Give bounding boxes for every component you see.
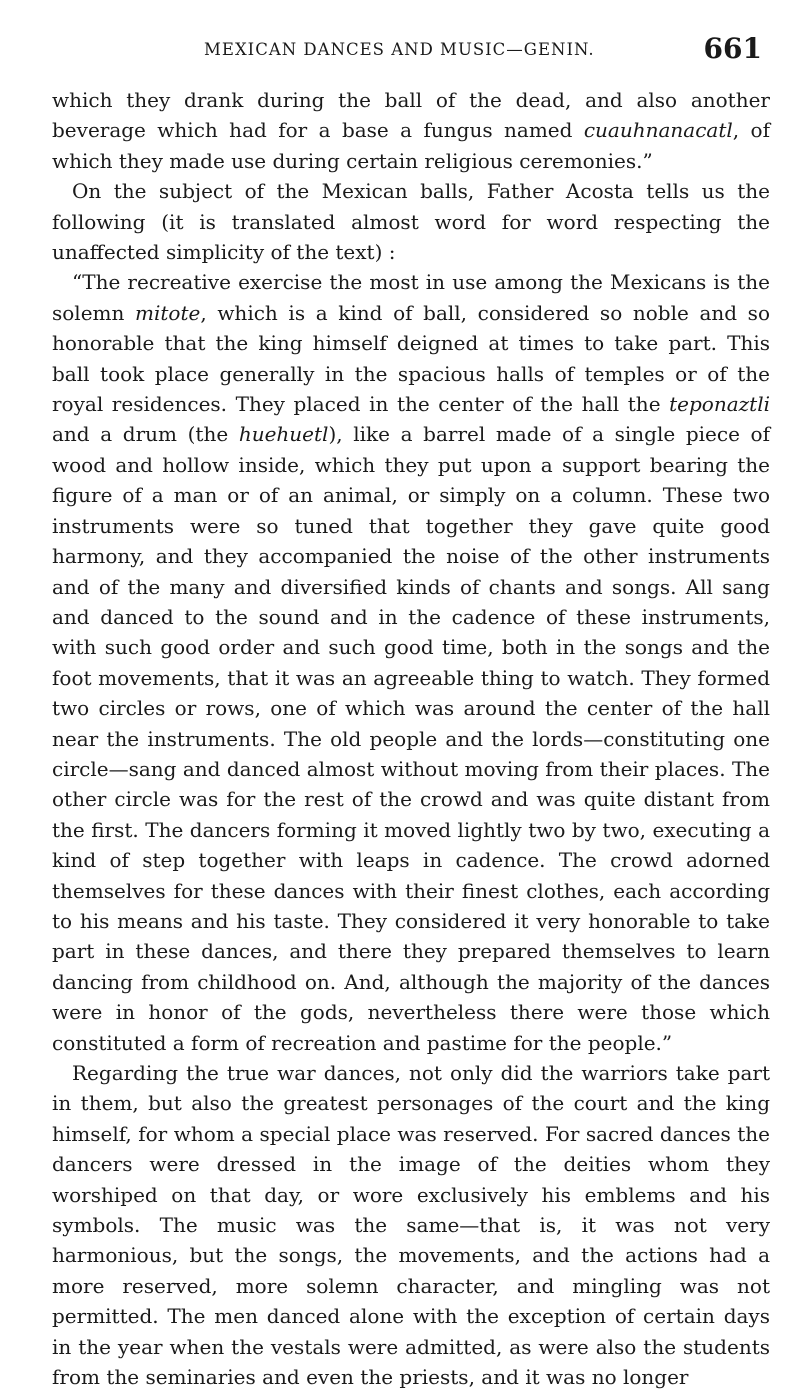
book-page [52, 28, 770, 1392]
text-segment: and a drum (the [52, 422, 239, 447]
text-segment: , which is a kind of ball, considered so noble and so honorable that the king himself deigned at times to take part. This ball took place generally in the spacious halls of temples or of the royal residences. They placed in the center of the hall the [52, 300, 770, 417]
paragraph [52, 85, 770, 176]
text-segment: On the subject of the Mexican balls, Father Acosta tells us the following (it is translated almost word for word respecting the unaffected simplicity of the text) : [52, 179, 770, 265]
page-number: 661 [703, 32, 762, 65]
text-segment: ), like a barrel made of a single piece of wood and hollow inside, which they put upon a support bearing the figure of a man or of an animal, or simply on a column. These two instruments were so tuned that together they gave quite good harmony, and they accompanied the noise of the other instruments and of the many and diversified kinds of chants and songs. All sang and danced to the sound and in the cadence of these instruments, with such good order and such good time, both in the songs and the foot movements, that it was an agreeable thing to watch. They formed two circles or rows, one of which was around the center of the hall near the instruments. The old people and the lords—constituting one circle—sang and danced almost without moving from their places. The other circle was for the rest of the crowd and was quite distant from the first. The dancers forming it moved lightly two by two, executing a kind of step together with leaps in cadence. The crowd adorned themselves for these dances with their finest clothes, each according to his means and his taste. They considered it very honorable to take part in these dances, and there they prepared themselves to learn dancing from childhood on. And, although the majority of the dances were in honor of the gods, nevertheless there were those which constituted a form of recreation and pastime for the people.” [52, 422, 770, 1055]
italic-term: cuauhnanacatl [583, 118, 733, 143]
text-segment: “The recreative exercise the most in use among the Mexicans is the solemn [52, 270, 770, 325]
italic-term: mitote [135, 300, 201, 325]
running-title: MEXICAN DANCES AND MUSIC—GENIN. [204, 40, 595, 59]
text-segment: , of which they made use during certain religious ceremonies.” [52, 118, 770, 173]
text-segment: Regarding the true war dances, not only did the warriors take part in them, but also the greatest personages of the court and the king himself, for whom a special place was reserved. For sacred dances the dancers were dressed in the image of the deities whom they worshiped on that day, or wore exclusively his emblems and his symbols. The music was the same—that is, it was not very harmonious, but the songs, the movements, and the actions had a more reserved, more solemn character, and mingling was not permitted. The men danced alone with the exception of certain days in the year when the vestals were admitted, as were also the students from the seminaries and even the priests, and it was no longer [52, 1061, 770, 1390]
paragraph [52, 176, 770, 267]
paragraph [52, 1058, 770, 1392]
paragraph [52, 267, 770, 1058]
running-head [52, 28, 770, 64]
italic-term: huehuetl [238, 422, 329, 447]
italic-term: teponaztli [669, 392, 770, 417]
text-segment: which they drank during the ball of the dead, and also another beverage which had for a base a fungus named [52, 88, 770, 143]
body-text [52, 85, 770, 1392]
